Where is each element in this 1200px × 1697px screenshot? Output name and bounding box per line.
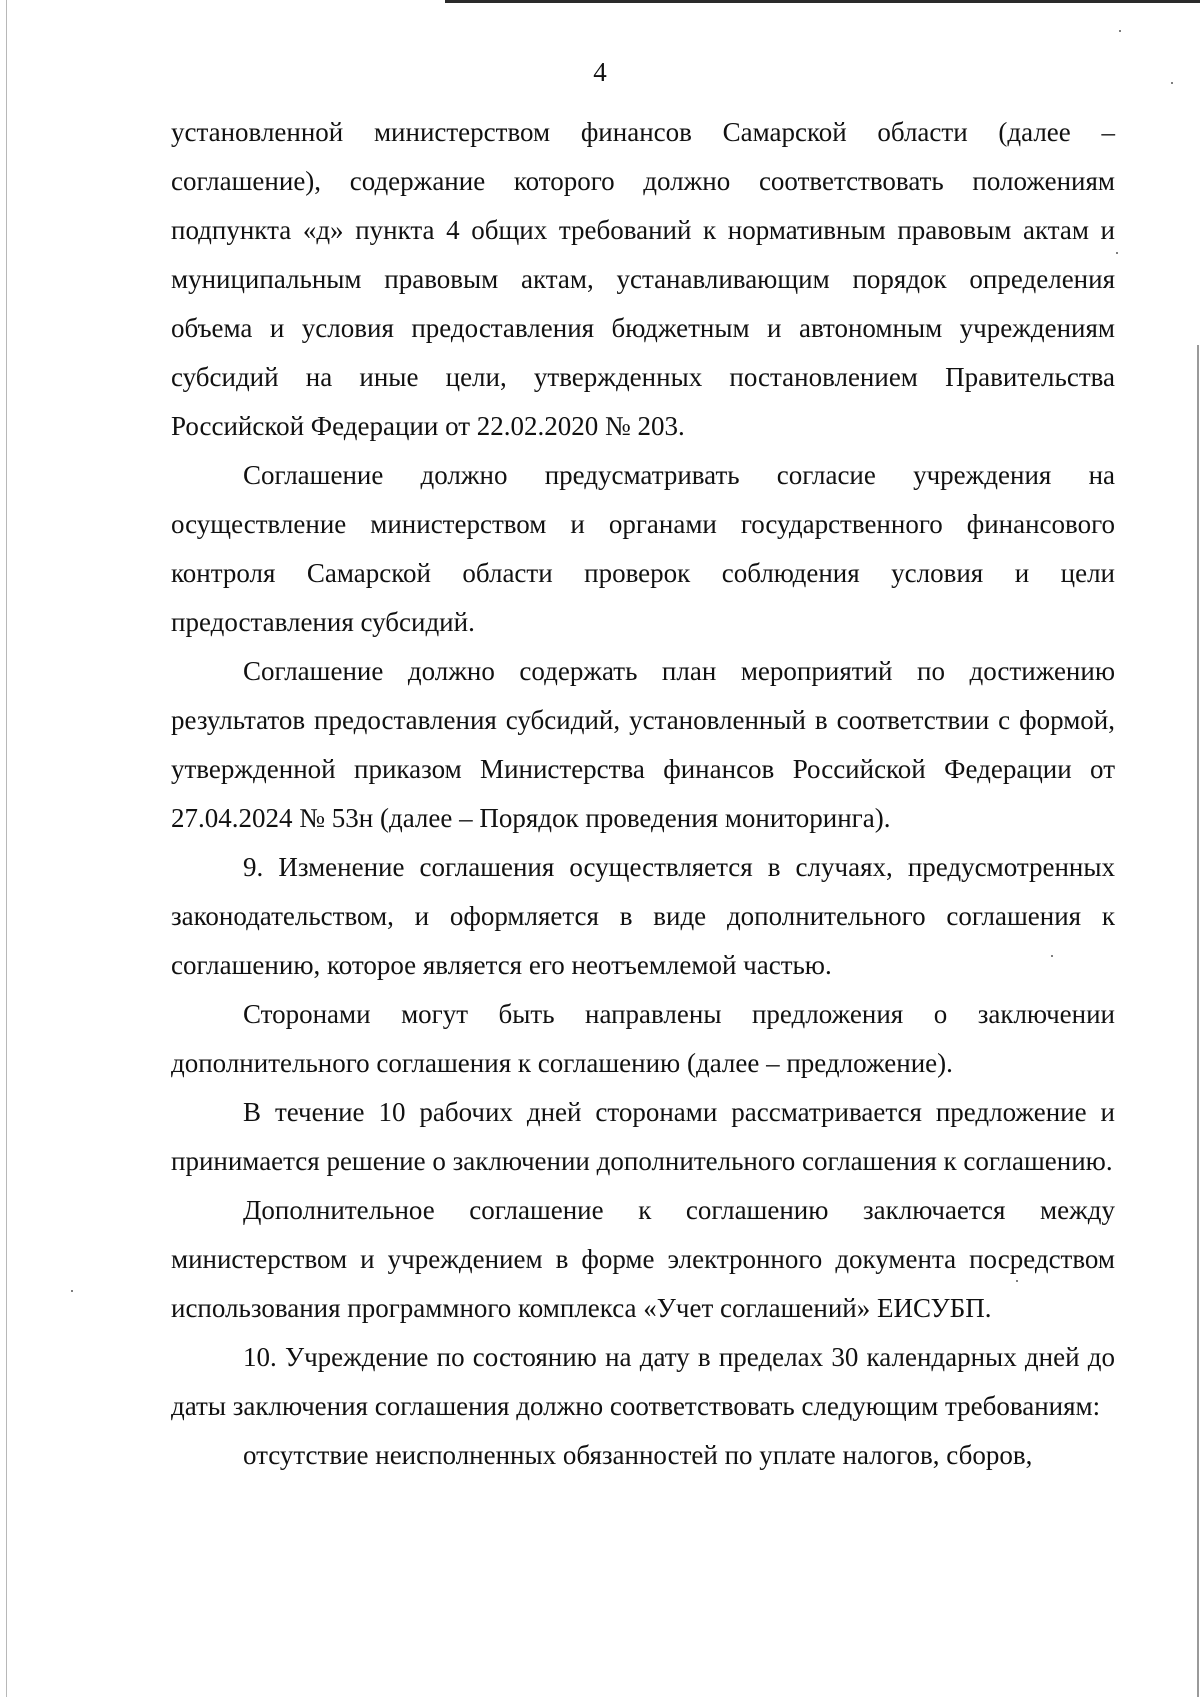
- paragraph-item-9: 9. Изменение соглашения осуществляется в случаях, предусмотренных законодательством, и оформляется в виде дополнительного соглашения к соглашению, которое является его неотъемлемой частью.: [171, 852, 1115, 980]
- scan-edge-right: [1197, 345, 1199, 1697]
- scan-edge-left: [6, 0, 7, 1697]
- paragraph: Соглашение должно содержать план мероприятий по достижению результатов предоставления субсидий, установленный в соответствии с формой, утвержденной приказом Министерства финансов Российской Федерации от 27.04.2024 № 53н (далее – Порядок проведения мониторинга).: [171, 656, 1115, 833]
- paragraph: установленной министерством финансов Самарской области (далее – соглашение), содержание которого должно соответствовать положениям подпункта «д» пункта 4 общих требований к нормативным правовым актам и муниципальным правовым актам, устанавливающим порядок определения объема и условия предоставления бюджетным и автономным учреждениям субсидий на иные цели, утвержденных постановлением Правительства Российской Федерации от 22.02.2020 № 203.: [171, 117, 1115, 441]
- paragraph: Сторонами могут быть направлены предложения о заключении дополнительного соглашения к соглашению (далее – предложение).: [171, 999, 1115, 1078]
- document-body: [171, 108, 1115, 1480]
- paragraph: В течение 10 рабочих дней сторонами рассматривается предложение и принимается решение о заключении дополнительного соглашения к соглашению.: [171, 1097, 1115, 1176]
- paragraph: Соглашение должно предусматривать согласие учреждения на осуществление министерством и органами государственного финансового контроля Самарской области проверок соблюдения условия и цели предоставления субсидий.: [171, 460, 1115, 637]
- scan-edge-top: [445, 0, 1200, 3]
- scan-speck: [71, 1290, 73, 1292]
- scan-speck: [1119, 30, 1121, 32]
- paragraph-item-10: 10. Учреждение по состоянию на дату в пределах 30 календарных дней до даты заключения соглашения должно соответствовать следующим требованиям:: [171, 1342, 1115, 1421]
- paragraph: Дополнительное соглашение к соглашению заключается между министерством и учреждением в форме электронного документа посредством использования программного комплекса «Учет соглашений» ЕИСУБП.: [171, 1195, 1115, 1323]
- paragraph: отсутствие неисполненных обязанностей по уплате налогов, сборов,: [243, 1440, 1033, 1470]
- scan-speck: [1116, 252, 1118, 254]
- page-number: 4: [593, 57, 607, 87]
